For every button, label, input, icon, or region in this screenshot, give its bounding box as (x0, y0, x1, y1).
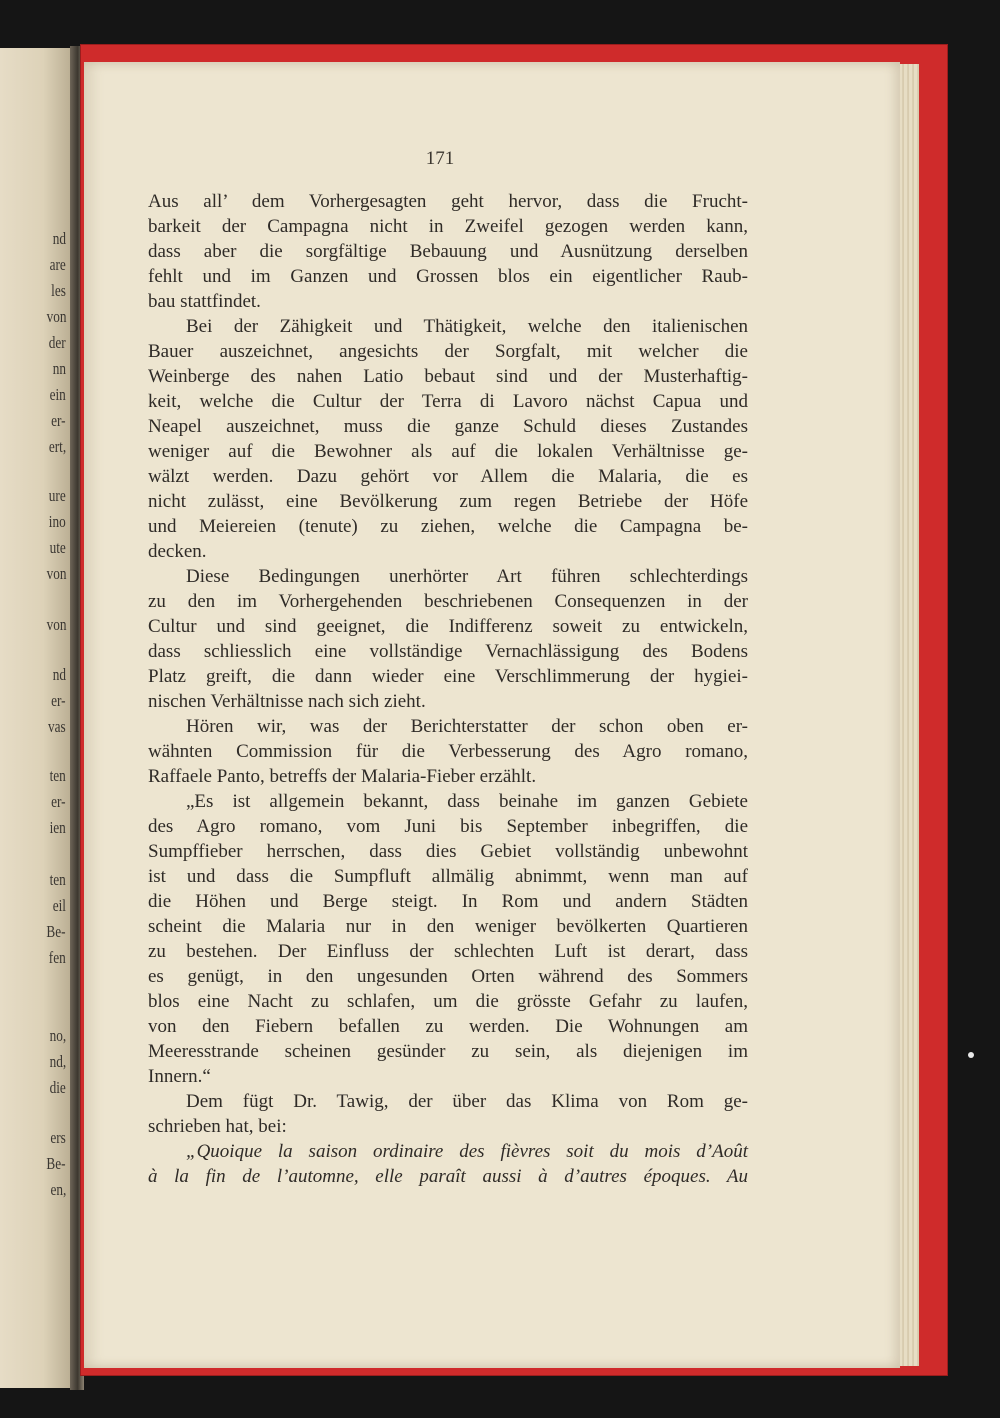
page-edges (899, 64, 919, 1366)
text-line: Dem fügt Dr. Tawig, der über das Klima von Rom ge- (186, 1091, 748, 1112)
dust-speck (968, 1052, 974, 1058)
text-line: zu den im Vorhergehenden beschriebenen Consequenzen in der (148, 591, 748, 612)
left-fragment: ute (49, 538, 66, 557)
left-fragment: are (49, 255, 66, 274)
left-fragment: en, (50, 1180, 66, 1199)
left-fragment: ten (49, 766, 66, 785)
left-fragment: Be- (46, 1154, 66, 1173)
text-line: wälzt werden. Dazu gehört vor Allem die Malaria, die es (148, 466, 748, 487)
text-line-quote: à la fin de l’automne, elle paraît aussi à d’autres époques. Au (148, 1166, 748, 1187)
left-fragment: nd, (49, 1052, 66, 1071)
text-line: Neapel auszeichnet, muss die ganze Schuld dieses Zustandes (148, 416, 748, 437)
text-line: Sumpffieber herrschen, dass dies Gebiet vollständig unbewohnt (148, 841, 748, 862)
text-line-quote: „Quoique la saison ordinaire des fièvres soit du mois d’Août (186, 1141, 748, 1162)
text-line: des Agro romano, vom Juni bis September inbegriffen, die (148, 816, 748, 837)
text-line: „Es ist allgemein bekannt, dass beinahe im ganzen Gebiete (186, 791, 748, 812)
left-fragment: ein (49, 385, 66, 404)
text-line: ist und dass die Sumpfluft allmälig abnimmt, wenn man auf (148, 866, 748, 887)
left-fragment: die (49, 1078, 66, 1097)
text-line: Bei der Zähigkeit und Thätigkeit, welche den italienischen (186, 316, 748, 337)
left-fragment: er- (51, 691, 66, 710)
text-line: zu bestehen. Der Einfluss der schlechten Luft ist derart, dass (148, 941, 748, 962)
left-fragment: fen (49, 948, 66, 967)
text-line: Raffaele Panto, betreffs der Malaria-Fieber erzählt. (148, 766, 537, 787)
text-line: Meeresstrande scheinen gesünder zu sein, als diejenigen im (148, 1041, 748, 1062)
text-line: dass aber die sorgfältige Bebauung und Ausnützung derselben (148, 241, 748, 262)
left-fragment: ten (49, 870, 66, 889)
text-line: Diese Bedingungen unerhörter Art führen schlechterdings (186, 566, 748, 587)
text-line: bau stattfindet. (148, 291, 261, 312)
left-fragment: les (51, 281, 66, 300)
left-fragment: eil (52, 896, 66, 915)
left-fragment: ino (49, 512, 66, 531)
text-line: nischen Verhältnisse nach sich zieht. (148, 691, 426, 712)
text-line: Bauer auszeichnet, angesichts der Sorgfalt, mit welcher die (148, 341, 748, 362)
text-line: Hören wir, was der Berichterstatter der schon oben er- (186, 716, 748, 737)
left-fragment: ert, (48, 437, 66, 456)
left-fragment: nd (52, 229, 66, 248)
text-line: Innern.“ (148, 1066, 211, 1087)
text-line: Aus all’ dem Vorhergesagten geht hervor, dass die Frucht- (148, 191, 748, 212)
text-line: von den Fiebern befallen zu werden. Die Wohnungen am (148, 1016, 748, 1037)
text-line: fehlt und im Ganzen und Grossen blos ein eigentlicher Raub- (148, 266, 748, 287)
left-fragment: ers (50, 1128, 66, 1147)
left-fragment: er- (51, 411, 66, 430)
text-line: Weinberge des nahen Latio bebaut sind und der Musterhaftig- (148, 366, 748, 387)
left-fragment: ure (49, 486, 66, 505)
text-line: keit, welche die Cultur der Terra di Lavoro nächst Capua und (148, 391, 748, 412)
text-line: Cultur und sind geeignet, die Indifferenz soweit zu entwickeln, (148, 616, 748, 637)
text-line: die Höhen und Berge steigt. In Rom und andern Städten (148, 891, 748, 912)
text-line: nicht zulässt, eine Bevölkerung zum regen Betriebe der Höfe (148, 491, 748, 512)
left-fragment: der (49, 333, 66, 352)
left-fragment: nd (52, 665, 66, 684)
text-line: dass schliesslich eine vollständige Vernachlässigung des Bodens (148, 641, 748, 662)
facing-page-fragment (0, 48, 72, 1388)
text-line: schrieben hat, bei: (148, 1116, 287, 1137)
left-fragment: von (46, 615, 66, 634)
text-line: und Meiereien (tenute) zu ziehen, welche die Campagna be- (148, 516, 748, 537)
text-line: barkeit der Campagna nicht in Zweifel gezogen werden kann, (148, 216, 748, 237)
left-fragment: von (46, 564, 66, 583)
left-fragment: von (46, 307, 66, 326)
text-line: scheint die Malaria nur in den weniger bevölkerten Quartieren (148, 916, 748, 937)
text-line: blos eine Nacht zu schlafen, um die grösste Gefahr zu laufen, (148, 991, 748, 1012)
page-number: 171 (425, 148, 455, 169)
left-fragment: vas (48, 717, 66, 736)
text-line: wähnten Commission für die Verbesserung des Agro romano, (148, 741, 748, 762)
text-line: decken. (148, 541, 207, 562)
text-line: es genügt, in den ungesunden Orten während des Sommers (148, 966, 748, 987)
left-fragment: no, (49, 1026, 66, 1045)
left-fragment: er- (51, 792, 66, 811)
left-fragment: Be- (46, 922, 66, 941)
text-line: Platz greift, die dann wieder eine Verschlimmerung der hygiei- (148, 666, 748, 687)
text-line: weniger auf die Bewohner als auf die lokalen Verhältnisse ge- (148, 441, 748, 462)
left-fragment: ien (49, 818, 66, 837)
left-fragment: nn (52, 359, 66, 378)
